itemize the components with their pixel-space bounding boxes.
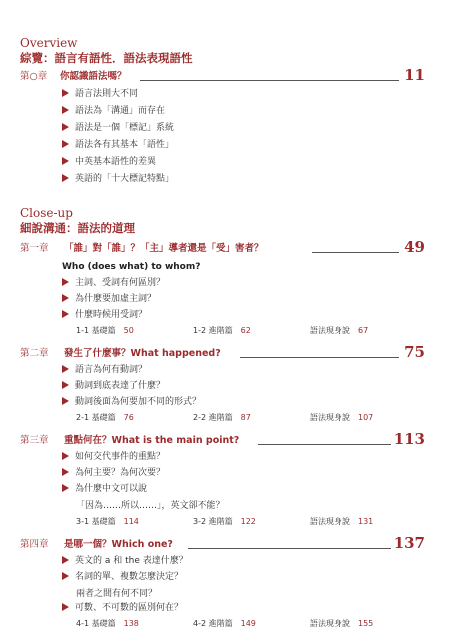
overview-heading (20, 36, 193, 66)
level-showcase[interactable]: 語法現身說 155 (310, 619, 374, 628)
list-item: 語言法則大不同 (62, 87, 138, 101)
triangle-bullet-icon (62, 123, 69, 131)
chapter-number: 第○章 (20, 71, 48, 82)
closeup-zh: 細說溝通：語法的道理 (20, 221, 135, 235)
list-item: 為什麼中文可以說 (62, 482, 147, 496)
level-basic[interactable]: 1-1 基礎篇 50 (76, 326, 134, 335)
chapter-page: 49 (404, 238, 425, 256)
triangle-bullet-icon (62, 157, 69, 165)
triangle-bullet-icon (62, 556, 69, 564)
list-item-continuation: 兩者之間有何不同？ (76, 589, 158, 599)
list-item: 英語的「十大標記特點」 (62, 172, 174, 186)
list-item: 主詞、受詞有何區別？ (62, 276, 165, 290)
chapter-number: 第一章 (20, 243, 49, 254)
list-item-continuation: 「因為……所以……」，英文卻不能？ (76, 501, 225, 511)
chapter-page: 11 (404, 66, 425, 84)
triangle-bullet-icon (62, 365, 69, 373)
chapter-title: 你認識語法嗎？ (60, 71, 127, 82)
closeup-heading (20, 206, 135, 236)
list-item: 名詞的單、複數怎麼決定？ (62, 570, 183, 584)
level-basic[interactable]: 2-1 基礎篇 76 (76, 413, 134, 422)
triangle-bullet-icon (62, 381, 69, 389)
list-item: 語法各有其基本「語性」 (62, 138, 174, 152)
list-item: 語法是一個「標記」系統 (62, 121, 174, 135)
list-item: 如何交代事件的重點？ (62, 450, 165, 464)
triangle-bullet-icon (62, 397, 69, 405)
leader-line (240, 357, 399, 358)
chapter-title: 重點何在？What is the main point? (64, 435, 240, 446)
list-item: 語法為「溝通」而存在 (62, 104, 165, 118)
level-advanced[interactable]: 1-2 進階篇 62 (193, 326, 251, 335)
chapter-title: 是哪一個？Which one? (64, 539, 173, 550)
triangle-bullet-icon (62, 572, 69, 580)
toc-chapter-3[interactable] (20, 430, 425, 448)
chapter-number: 第二章 (20, 348, 49, 359)
list-item: 為何主要？為何次要？ (62, 466, 165, 480)
chapter-title: 「誰」對「誰」？「主」導者還是「受」害者？ (64, 243, 264, 254)
leader-line (258, 444, 391, 445)
leader-line (312, 252, 399, 253)
chapter-page: 113 (393, 430, 425, 448)
chapter-title: 發生了什麼事？What happened? (64, 348, 221, 359)
triangle-bullet-icon (62, 468, 69, 476)
leader-line (188, 548, 391, 549)
level-advanced[interactable]: 4-2 進階篇 149 (193, 619, 256, 628)
toc-chapter-4[interactable] (20, 534, 425, 552)
list-item: 英文的 a 和 the 表達什麼？ (62, 554, 188, 568)
triangle-bullet-icon (62, 310, 69, 318)
triangle-bullet-icon (62, 140, 69, 148)
toc-chapter-1[interactable] (20, 238, 425, 256)
level-advanced[interactable]: 3-2 進階篇 122 (193, 517, 256, 526)
list-item: 動詞後面為何要加不同的形式？ (62, 395, 201, 409)
triangle-bullet-icon (62, 89, 69, 97)
triangle-bullet-icon (62, 106, 69, 114)
chapter-number: 第三章 (20, 435, 49, 446)
toc-chapter-2[interactable] (20, 343, 425, 361)
triangle-bullet-icon (62, 452, 69, 460)
list-item: 動詞到底表達了什麼？ (62, 379, 165, 393)
chapter-number: 第四章 (20, 539, 49, 550)
level-basic[interactable]: 3-1 基礎篇 114 (76, 517, 139, 526)
level-basic[interactable]: 4-1 基礎篇 138 (76, 619, 139, 628)
toc-chapter-0[interactable] (20, 66, 425, 84)
list-item: 可數、不可數的區別何在？ (62, 601, 183, 615)
level-showcase[interactable]: 語法現身說 67 (310, 326, 369, 335)
chapter-page: 137 (393, 534, 425, 552)
list-item: 什麼時候用受詞？ (62, 308, 147, 322)
level-showcase[interactable]: 語法現身說 107 (310, 413, 374, 422)
triangle-bullet-icon (62, 174, 69, 182)
list-item: 語言為何有動詞？ (62, 363, 147, 377)
triangle-bullet-icon (62, 484, 69, 492)
chapter-page: 75 (404, 343, 425, 361)
list-item: 中英基本語性的差異 (62, 155, 156, 169)
triangle-bullet-icon (62, 294, 69, 302)
list-item: 為什麼要加虛主詞？ (62, 292, 156, 306)
level-advanced[interactable]: 2-2 進階篇 87 (193, 413, 251, 422)
triangle-bullet-icon (62, 603, 69, 611)
overview-zh: 綜覽：語言有語性．語法表現語性 (20, 51, 193, 65)
chapter-subtitle: Who (does what) to whom? (62, 262, 201, 272)
overview-en: Overview (20, 36, 78, 50)
level-showcase[interactable]: 語法現身說 131 (310, 517, 374, 526)
triangle-bullet-icon (62, 278, 69, 286)
closeup-en: Close-up (20, 206, 73, 220)
leader-line (140, 80, 399, 81)
